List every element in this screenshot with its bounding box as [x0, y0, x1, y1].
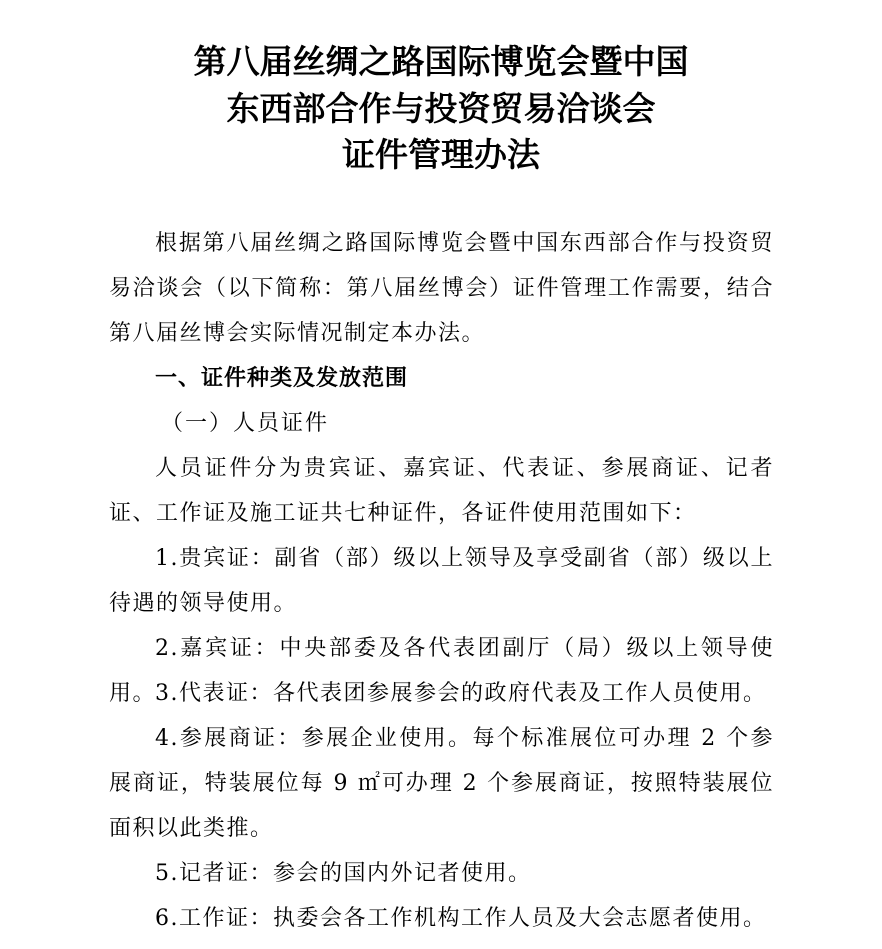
subsection-heading: （一）人员证件	[161, 411, 330, 436]
summary-paragraph: 人员证件分为贵宾证、嘉宾证、代表证、参展商证、记者证、工作证及施工证共七种证件，各证件使用范围如下：	[109, 456, 774, 526]
document-title-line-1: 第八届丝绸之路国际博览会暨中国	[193, 42, 689, 81]
document-title-line-2: 东西部合作与投资贸易洽谈会	[226, 89, 656, 128]
document-title-line-3: 证件管理办法	[342, 135, 540, 174]
list-item-delegate-pass: 3.代表证：各代表团参展参会的政府代表及工作人员使用。	[155, 681, 767, 706]
list-item-exhibitor-pass: 4.参展商证：参展企业使用。每个标准展位可办理 2 个参展商证，特装展位每 9 ㎡可办理 2 个参展商证，按照特装展位面积以此类推。	[109, 726, 774, 841]
list-item-press-pass: 5.记者证：参会的国内外记者使用。	[155, 861, 532, 886]
list-item-vip-pass: 1.贵宾证：副省（部）级以上领导及享受副省（部）级以上待遇的领导使用。	[109, 546, 774, 616]
list-item-staff-pass: 6.工作证：执委会各工作机构工作人员及大会志愿者使用。	[155, 906, 767, 931]
intro-paragraph: 根据第八届丝绸之路国际博览会暨中国东西部合作与投资贸易洽谈会（以下简称：第八届丝博会）证件管理工作需要，结合第八届丝博会实际情况制定本办法。	[109, 231, 774, 346]
list-item-guest-pass: 2.嘉宾证：中央部委及各代表团副厅（局）级以上领导使用。	[109, 636, 774, 706]
section-heading: 一、证件种类及发放范围	[155, 366, 409, 391]
